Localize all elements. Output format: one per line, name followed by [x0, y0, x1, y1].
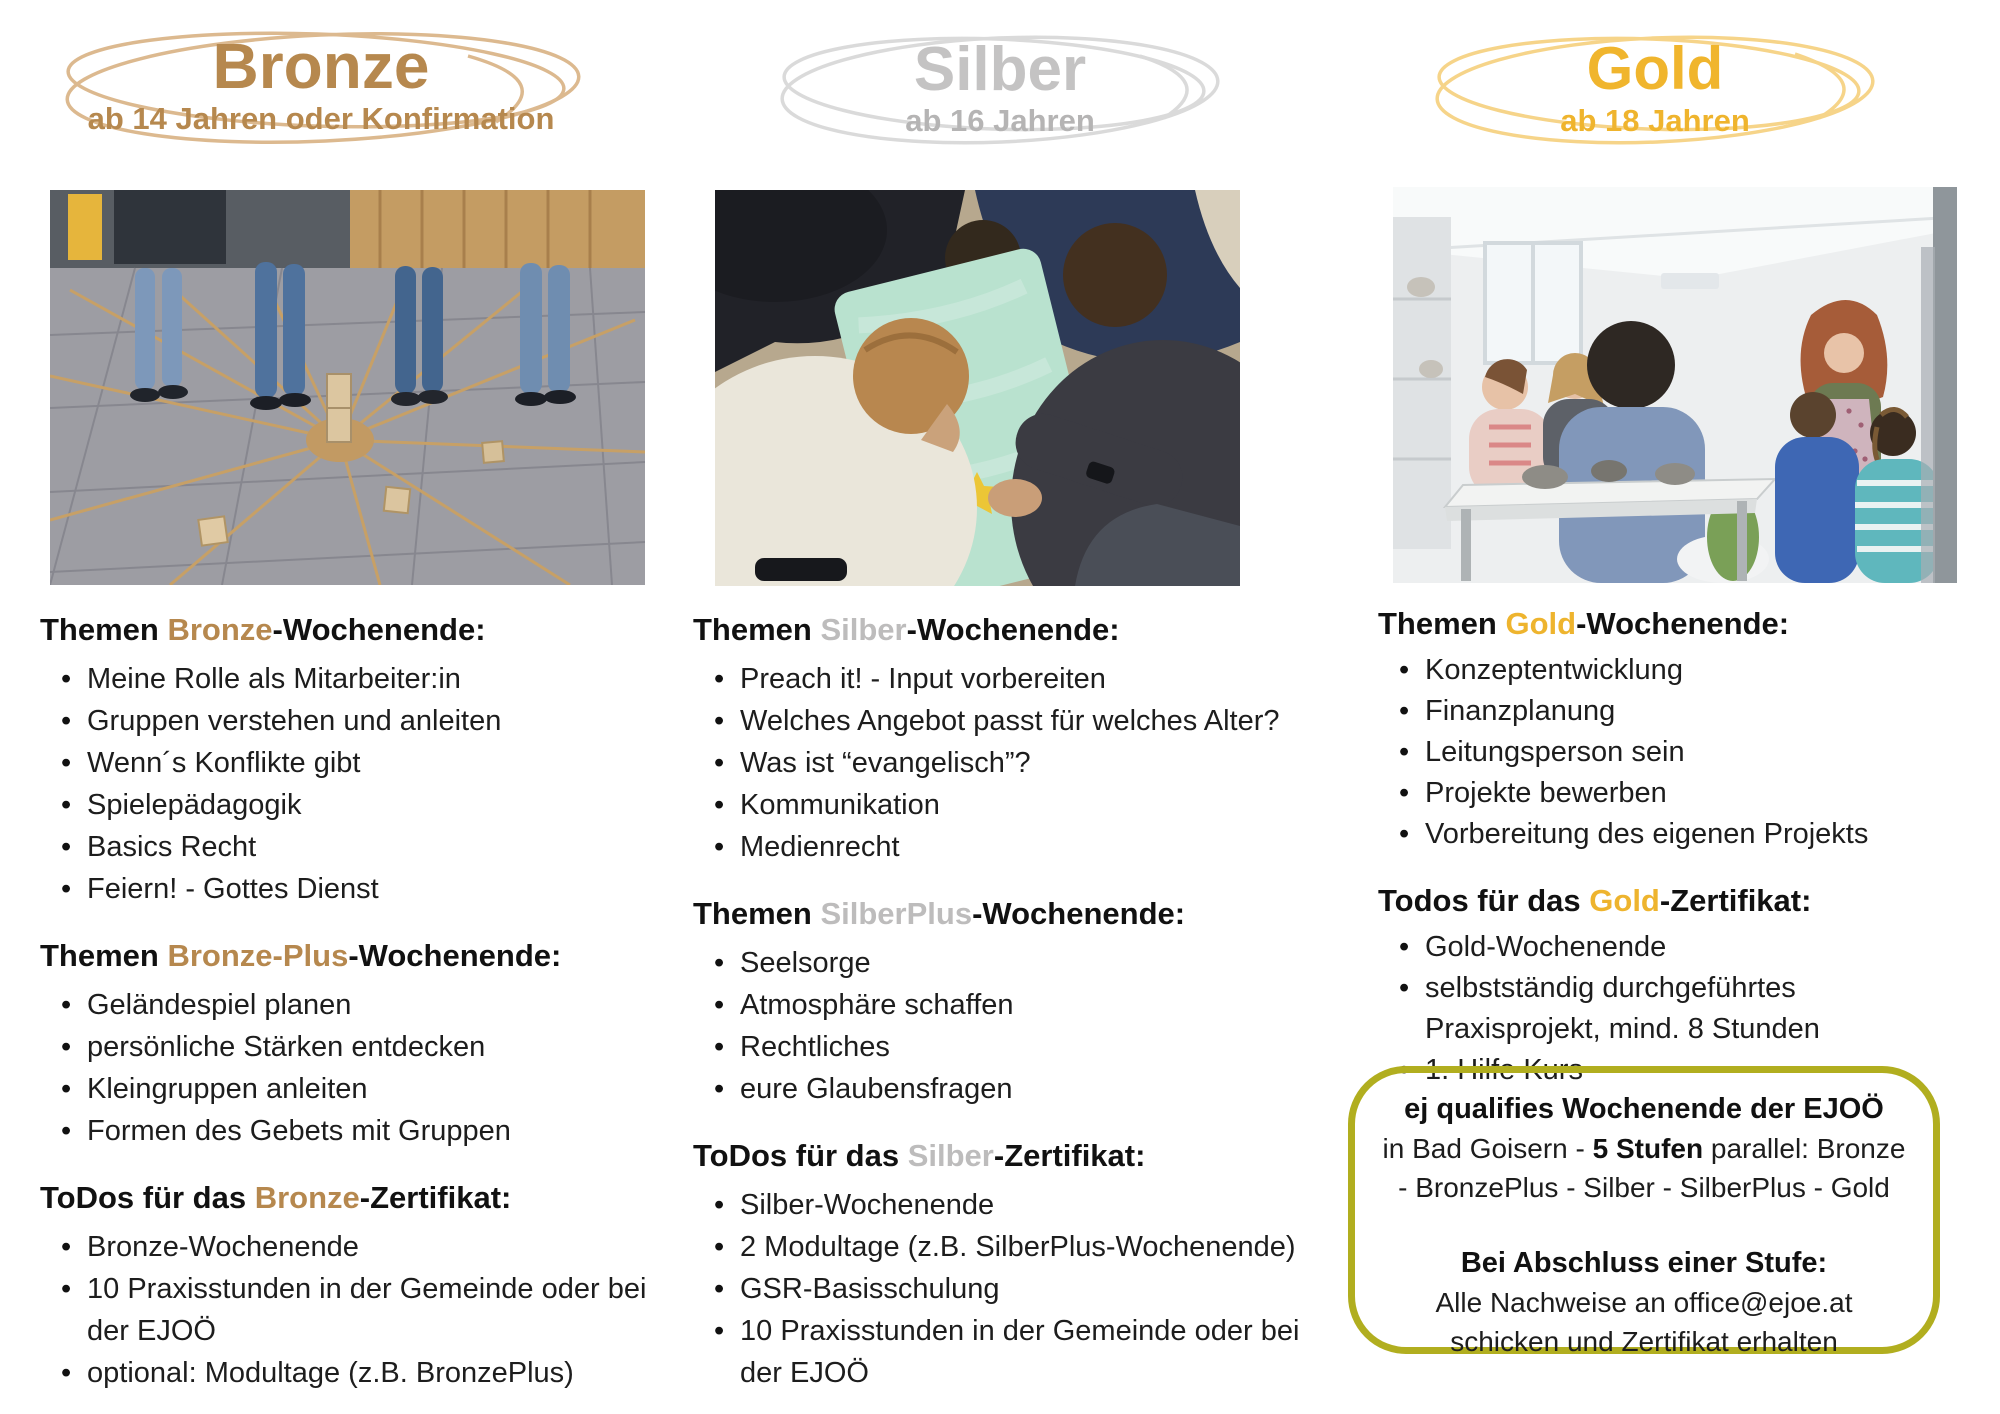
list-item: • Finanzplanung [1378, 691, 1978, 732]
list-item: • Projekte bewerben [1378, 773, 1978, 814]
list-item: • Basics Recht [40, 826, 662, 868]
ej-qualifies-info-box [1348, 1066, 1940, 1357]
stufen-line-bold: 5 Stufen [1592, 1133, 1704, 1164]
list-item: • GSR-Basisschulung [693, 1268, 1341, 1310]
heading-highlight: Silber [907, 1138, 994, 1173]
list-item: • Bronze-Wochenende [40, 1226, 662, 1268]
gold-subtitle: ab 18 Jahren [1560, 103, 1750, 139]
bronze-todo-list [40, 1226, 662, 1394]
list-item: • Konzeptentwicklung [1378, 650, 1978, 691]
list-item: • 10 Praxisstunden in der Gemeinde oder bei der EJOÖ [693, 1310, 1341, 1394]
heading-prefix: Themen [1378, 606, 1506, 641]
list-item: • Seelsorge [693, 942, 1341, 984]
heading-suffix: -Wochenende: [348, 938, 562, 973]
list-item: • Rechtliches [693, 1026, 1341, 1068]
silber-weekend-heading [693, 612, 1341, 648]
heading-suffix: -Wochenende: [972, 896, 1186, 931]
bronze-weekend-list [40, 658, 662, 910]
list-item: • 2 Modultage (z.B. SilberPlus-Wochenende) [693, 1226, 1341, 1268]
bronze-badge [38, 16, 604, 156]
heading-prefix: ToDos für das [693, 1138, 908, 1173]
list-item: • Feiern! - Gottes Dienst [40, 868, 662, 910]
silber-plus-list [693, 942, 1341, 1110]
bronze-subtitle: ab 14 Jahren oder Konfirmation [87, 101, 555, 137]
silber-weekend-list [693, 658, 1341, 868]
heading-prefix: Themen [40, 612, 168, 647]
info-box-body: Alle Nachweise an office@ejoe.at schicken und Zertifikat erhalten [1435, 1287, 1853, 1357]
heading-prefix: Themen [693, 896, 821, 931]
list-item: • persönliche Stärken entdecken [40, 1026, 662, 1068]
list-item: • Welches Angebot passt für welches Alter? [693, 700, 1341, 742]
bronze-todo-heading [40, 1180, 662, 1216]
gold-badge [1415, 24, 1895, 156]
heading-suffix: -Wochenende: [906, 612, 1120, 647]
heading-highlight: Bronze [167, 612, 273, 647]
heading-suffix: -Zertifikat: [993, 1138, 1146, 1173]
heading-prefix: Themen [40, 938, 168, 973]
heading-highlight: Bronze-Plus [167, 938, 349, 973]
list-item: • Wenn´s Konflikte gibt [40, 742, 662, 784]
heading-suffix: -Zertifikat: [1659, 883, 1812, 918]
bronze-plus-heading [40, 938, 662, 974]
heading-suffix: -Wochenende: [272, 612, 486, 647]
heading-highlight: Bronze [254, 1180, 360, 1215]
list-item: • optional: Modultage (z.B. BronzePlus) [40, 1352, 662, 1394]
bronze-weekend-heading [40, 612, 662, 648]
list-item: • Geländespiel planen [40, 984, 662, 1026]
list-item: • 1. Hilfe Kurs [1378, 1050, 1978, 1091]
bronze-column [40, 612, 662, 1394]
list-item: • Preach it! - Input vorbereiten [693, 658, 1341, 700]
list-item: • Was ist “evangelisch”? [693, 742, 1341, 784]
list-item: • Kommunikation [693, 784, 1341, 826]
heading-prefix: ToDos für das [40, 1180, 255, 1215]
gold-column [1378, 606, 1978, 1091]
list-item: • Medienrecht [693, 826, 1341, 868]
info-box-subheading: Bei Abschluss einer Stufe: [1460, 1247, 1828, 1279]
heading-prefix: Todos für das [1378, 883, 1590, 918]
silber-todo-list [693, 1184, 1341, 1394]
list-item: • 10 Praxisstunden in der Gemeinde oder bei der EJOÖ [40, 1268, 662, 1352]
list-item: • selbstständig durchgeführtes Praxisprojekt, mind. 8 Stunden [1378, 968, 1978, 1050]
info-box-title: ej qualifies Wochenende der EJOÖ [1404, 1093, 1884, 1125]
gold-weekend-list [1378, 650, 1978, 855]
heading-prefix: Themen [693, 612, 821, 647]
silber-plus-heading [693, 896, 1341, 932]
silber-todo-heading [693, 1138, 1341, 1174]
bronze-title: Bronze [212, 30, 430, 102]
silber-title: Silber [913, 35, 1087, 104]
list-item: • Gruppen verstehen und anleiten [40, 700, 662, 742]
rope-spiderweb-team-game-photo [50, 190, 645, 585]
heading-highlight: Silber [820, 612, 907, 647]
silber-column [693, 612, 1341, 1394]
list-item: • Formen des Gebets mit Gruppen [40, 1110, 662, 1152]
heading-suffix: -Wochenende: [1576, 606, 1790, 641]
pottery-workshop-group-photo [1393, 187, 1957, 583]
stufen-line-suffix: parallel: Bronze - BronzePlus - Silber - SilberPlus - Gold [1398, 1133, 1906, 1203]
list-item: • Meine Rolle als Mitarbeiter:in [40, 658, 662, 700]
stufen-line-prefix: in Bad Goisern - [1382, 1133, 1593, 1164]
gold-title: Gold [1586, 35, 1724, 102]
group-kneeling-around-cloth-photo [715, 190, 1240, 586]
info-box-stufen-line [1381, 1129, 1907, 1207]
heading-highlight: Gold [1505, 606, 1577, 641]
list-item: • eure Glaubensfragen [693, 1068, 1341, 1110]
heading-highlight: SilberPlus [820, 896, 973, 931]
gold-weekend-heading [1378, 606, 1978, 642]
list-item: • Vorbereitung des eigenen Projekts [1378, 814, 1978, 855]
silber-badge [760, 24, 1240, 156]
list-item: • Leitungsperson sein [1378, 732, 1978, 773]
list-item: • Gold-Wochenende [1378, 927, 1978, 968]
gold-todo-heading [1378, 883, 1978, 919]
list-item: • Kleingruppen anleiten [40, 1068, 662, 1110]
list-item: • Spielepädagogik [40, 784, 662, 826]
silber-subtitle: ab 16 Jahren [905, 103, 1095, 139]
heading-highlight: Gold [1589, 883, 1660, 918]
list-item: • Silber-Wochenende [693, 1184, 1341, 1226]
bronze-plus-list [40, 984, 662, 1152]
heading-suffix: -Zertifikat: [359, 1180, 512, 1215]
list-item: • Atmosphäre schaffen [693, 984, 1341, 1026]
